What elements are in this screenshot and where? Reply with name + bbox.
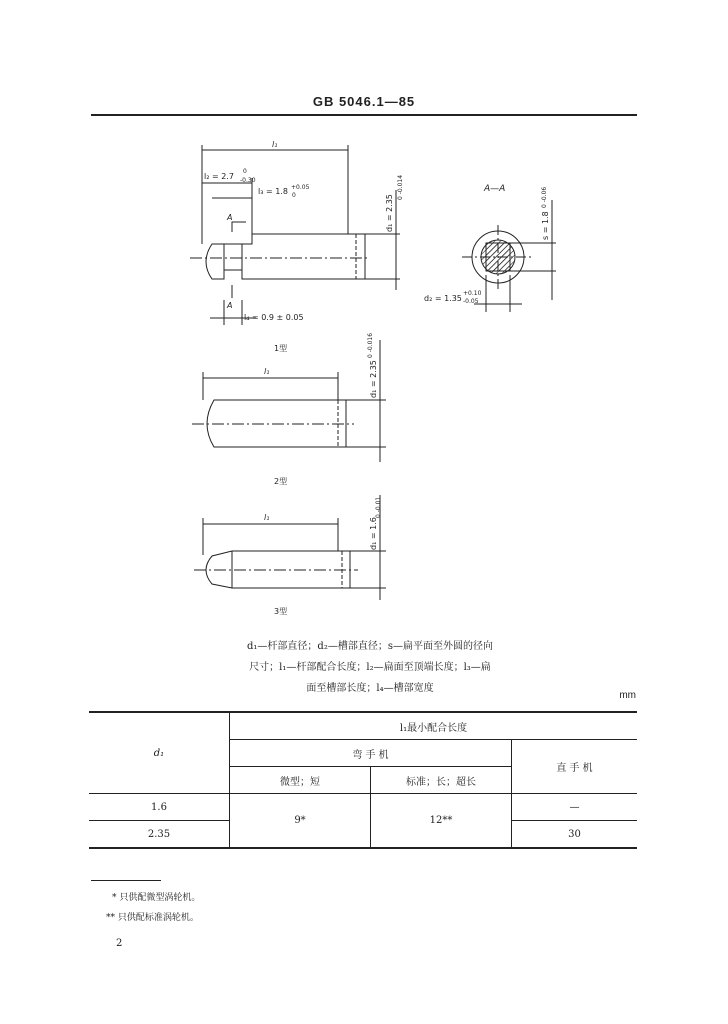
dim-d1: d₁ = 2.35 [385, 194, 394, 232]
table-header-micro: 微型；短 [230, 767, 371, 794]
footnote-1: * 只供配微型涡轮机。 [112, 893, 201, 903]
dim-d2-tol-upper: +0.10 [463, 290, 482, 297]
section-mark-a-bottom: A [227, 301, 233, 310]
table-row-d1: 1.6 [89, 794, 230, 821]
type3-dim-d1: d₁ = 1.6 [369, 517, 378, 550]
dim-d2: d₂ = 1.35 [424, 294, 462, 303]
type2-dim-d1: d₁ = 2.35 [369, 360, 378, 398]
dim-l2-tol-lower: -0.30 [240, 177, 256, 184]
table-row-straight: 30 [568, 828, 581, 840]
page-number: 2 [116, 938, 123, 949]
legend-line-1: d₁—杆部直径；d₂—槽部直径；s—扁平面至外圆的径向 [247, 641, 493, 652]
dim-l2: l₂ = 2.7 [204, 172, 234, 181]
table-header-d1: d₁ [89, 712, 230, 794]
dim-l3-tol-upper: +0.05 [291, 184, 310, 191]
type1-caption: 1型 [274, 344, 288, 353]
symbol-legend [180, 636, 560, 699]
table-cell-std: 12** [371, 794, 512, 849]
unit-label: mm [619, 690, 636, 701]
legend-line-2: 尺寸；l₁—杆部配合长度；l₂—扁面至顶端长度；l₃—扁 [249, 662, 491, 673]
table-header-bend: 弯 手 机 [230, 740, 512, 767]
dim-l4: l₄ = 0.9 ± 0.05 [244, 313, 304, 322]
type2-caption: 2型 [274, 477, 288, 486]
table-header-l1: l₁最小配合长度 [230, 712, 638, 740]
dim-s-tol: 0 -0.06 [541, 186, 548, 208]
footnote-rule [91, 880, 161, 881]
type2-dim-d1-tol: 0 -0.016 [367, 332, 374, 358]
dim-l3-tol-lower: 0 [292, 192, 296, 199]
section-mark-a-top: A [227, 213, 233, 222]
dim-l3: l₃ = 1.8 [258, 187, 288, 196]
dim-l2-tol-upper: 0 [243, 168, 247, 175]
type3-dim-d1-tol: 0 -0.01 [375, 496, 382, 518]
dim-d2-tol-lower: -0.05 [463, 298, 479, 305]
type3-caption: 3型 [274, 607, 288, 616]
footnote-2: ** 只供配标准涡轮机。 [106, 913, 199, 923]
type3-dim-l1: l₁ [264, 513, 270, 522]
type2-dim-l1: l₁ [264, 367, 270, 376]
table-row-straight: — [512, 794, 638, 821]
dim-s: s = 1.8 [541, 211, 550, 240]
page-header: GB 5046.1—85 [312, 94, 416, 109]
dim-l1: l₁ [272, 140, 278, 149]
length-table [89, 711, 637, 849]
dim-d1-tol: 0 -0.014 [397, 174, 404, 200]
table-header-straight: 直 手 机 [556, 763, 593, 774]
table-cell-micro: 9* [230, 794, 371, 849]
section-title: A—A [484, 184, 506, 194]
table-row-d1: 2.35 [89, 821, 230, 849]
type1-pin-shape [206, 234, 365, 279]
table-header-std: 标准；长；超长 [371, 767, 512, 794]
legend-line-3: 面至槽部长度；l₄—槽部宽度 [306, 683, 434, 694]
